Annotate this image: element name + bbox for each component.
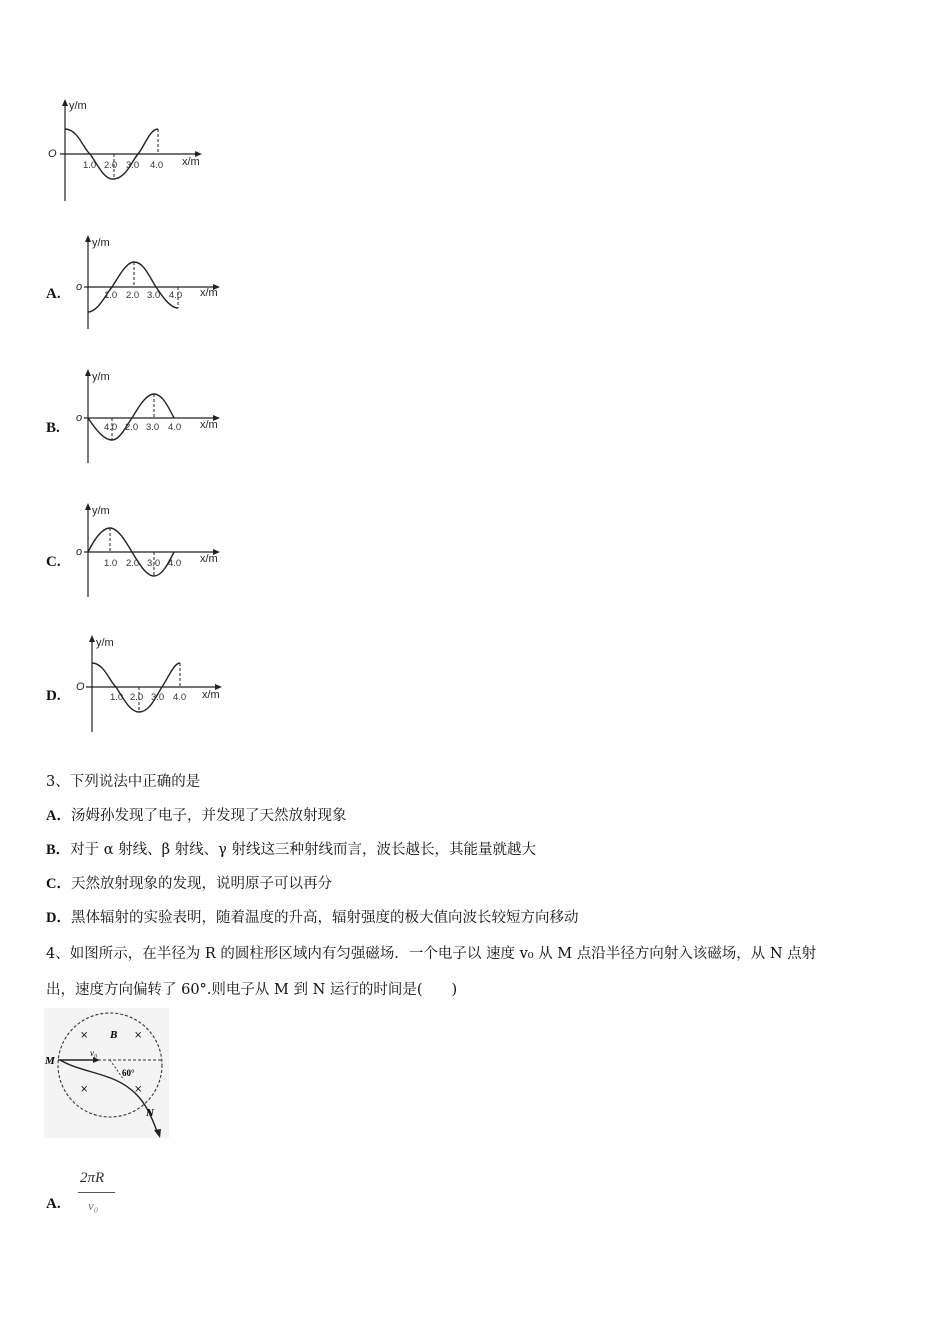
q3-option-d[interactable]	[46, 906, 578, 927]
tick-label: 1.0	[83, 160, 97, 171]
option-a-graph	[70, 232, 230, 332]
axis-y-label: y/m	[92, 371, 110, 383]
q4-option-a-denominator: v₀	[88, 1198, 99, 1213]
q4-option-a-numerator: 2πR	[80, 1170, 105, 1186]
option-text: 对于 α 射线、β 射线、γ 射线这三种射线而言，波长越长，其能量就越大	[70, 842, 536, 858]
option-b-label[interactable]: B.	[46, 420, 60, 436]
field-b-label: B	[110, 1029, 118, 1041]
origin-label: o	[76, 281, 83, 293]
q4-stem-line1: 4、如图所示，在半径为 R 的圆柱形区域内有匀强磁场．一个电子以 速度 v₀ 从 M 点沿半径方向射入该磁场，从 N 点射	[46, 946, 817, 962]
option-b-graph	[70, 366, 230, 466]
tick-label: 2.0	[126, 290, 140, 301]
tick-label: 2.0	[125, 422, 139, 433]
origin-label: O	[48, 148, 57, 160]
q3-stem: 3、下列说法中正确的是	[46, 774, 201, 790]
point-n-label: N	[146, 1107, 154, 1119]
q3-option-a[interactable]	[46, 804, 346, 825]
point-m-label: M	[45, 1055, 55, 1067]
option-text: 汤姆孙发现了电子，并发现了天然放射现象	[70, 808, 347, 824]
axis-x-label: x/m	[182, 156, 200, 168]
q3-option-c[interactable]	[46, 872, 332, 893]
option-a-label[interactable]: A.	[46, 286, 61, 302]
option-d-label[interactable]: D.	[46, 688, 61, 704]
fraction-bar	[78, 1192, 115, 1193]
origin-label: o	[76, 412, 83, 424]
tick-label: 4.0	[168, 422, 182, 433]
tick-label: 2.0	[104, 160, 118, 171]
axis-y-label: y/m	[69, 100, 87, 112]
option-text: 天然放射现象的发现，说明原子可以再分	[70, 876, 332, 892]
axis-x-label: x/m	[202, 689, 220, 701]
tick-label: 3.0	[147, 290, 161, 301]
cross-icon: ×	[134, 1084, 143, 1095]
tick-label: 1.0	[104, 558, 118, 569]
option-text: 黑体辐射的实验表明，随着温度的升高，辐射强度的极大值向波长较短方向移动	[70, 910, 579, 926]
tick-label: 1.0	[110, 692, 124, 703]
q4-stem-line2: 出，速度方向偏转了 60°.则电子从 M 到 N 运行的时间是( )	[46, 982, 458, 998]
tick-label: 3.0	[147, 558, 161, 569]
axis-y-label: y/m	[92, 237, 110, 249]
tick-label: 2.0	[130, 692, 144, 703]
origin-label: o	[76, 546, 83, 558]
velocity-label: v₀	[90, 1048, 98, 1058]
tick-label: 4.0	[169, 290, 183, 301]
option-label: C．	[46, 876, 71, 892]
option-label: A．	[46, 808, 71, 824]
cross-icon: ×	[80, 1030, 89, 1041]
magnetic-field-figure	[44, 1008, 169, 1138]
tick-label: 2.0	[126, 558, 140, 569]
option-c-graph	[70, 500, 230, 600]
axis-y-label: y/m	[92, 505, 110, 517]
cross-icon: ×	[80, 1084, 89, 1095]
axis-y-label: y/m	[96, 637, 114, 649]
axis-x-label: x/m	[200, 419, 218, 431]
angle-label: 60°	[122, 1068, 135, 1078]
option-c-label[interactable]: C.	[46, 554, 61, 570]
tick-label: 3.0	[146, 422, 160, 433]
tick-label: 1.0	[104, 290, 118, 301]
q3-option-b[interactable]	[46, 838, 536, 859]
origin-label: O	[76, 681, 85, 693]
option-label: B．	[46, 842, 71, 858]
tick-label: 4.0	[150, 160, 164, 171]
tick-label: 4.0	[104, 422, 118, 433]
axis-x-label: x/m	[200, 553, 218, 565]
tick-label: 3.0	[151, 692, 165, 703]
question-wave-graph	[40, 95, 220, 210]
tick-label: 4.0	[168, 558, 182, 569]
axis-x-label: x/m	[200, 287, 218, 299]
tick-label: 4.0	[173, 692, 187, 703]
tick-label: 3.0	[126, 160, 140, 171]
option-label: D．	[46, 910, 71, 926]
q4-option-a-label[interactable]: A.	[46, 1196, 61, 1212]
option-d-graph	[70, 632, 235, 736]
cross-icon: ×	[134, 1030, 143, 1041]
